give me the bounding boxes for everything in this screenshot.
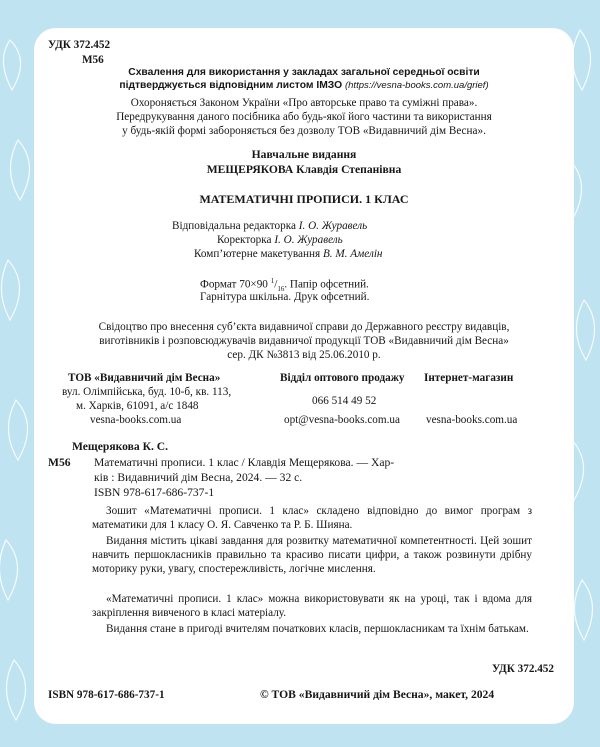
annotation-paragraph-2: Видання містить цікаві завдання для розвитку математичної компетентності. Цей зошит навчить першокласників правильно та красиво писати цифри, а також розвинути дрібну моторику руки, увагу, спостережливість, логічне мислення. [92,535,532,575]
shop-title: Інтернет-магазин [424,372,514,384]
imprint-page [34,28,574,724]
catalog-line-2: ків : Видавничий дім Весна, 2024. — 32 с. [94,471,303,484]
publisher-name: ТОВ «Видавничий дім Весна» [68,372,221,384]
publisher-address-1: вул. Олімпійська, буд. 10-б, кв. 113, [62,386,232,398]
catalog-code-top: М56 [82,54,104,66]
edition-type: Навчальне видання [251,148,357,161]
catalog-line-1: Математичні прописи. 1 клас / Клавдія Мещерякова. — Хар- [94,456,395,469]
approval-line-1: Схвалення для використання у закладах загальної середньої освіти [128,67,480,78]
credit-editor: Відповідальна редакторка І. О. Журавель [172,220,368,232]
annotation-paragraph-4: Видання стане в пригоді вчителям початкових класів, першокласникам та їхнім батькам. [106,623,529,635]
copyright-notice-1: Охороняється Законом України «Про авторське право та суміжні права». [130,97,478,109]
udk-bottom: УДК 372.452 [491,663,554,675]
shop-site[interactable]: vesna-books.com.ua [426,414,518,426]
annotation-paragraph-1: Зошит «Математичні прописи. 1 клас» складено відповідно до вимог програм з математики для 1 класу О. Я. Савченко та Р. Б. Шияна. [92,505,532,531]
certificate-line-1: Свідоцтво про внесення суб’єкта видавничої справи до Державного реєстру видавців, [98,321,510,333]
publisher-site[interactable]: vesna-books.com.ua [90,414,182,426]
copyright-bottom: © ТОВ «Видавничий дім Весна», макет, 2024 [260,688,495,701]
typeface-line: Гарнітура шкільна. Друк офсетний. [200,291,370,303]
catalog-code: М56 [48,456,71,469]
annotation-paragraph-3: «Математичні прописи. 1 клас» можна використовувати як на уроці, так і вдома для закріплення вивченого в класі матеріалу. [92,593,532,619]
udk-top: УДК 372.452 [48,39,111,51]
copyright-notice-3: у будь-якій формі забороняється без дозволу ТОВ «Видавничий дім Весна». [122,125,486,137]
approval-imzo-text: підтверджується відповідним листом ІМЗО [119,80,343,91]
catalog-isbn: ISBN 978-617-686-737-1 [94,486,215,499]
certificate-line-3: сер. ДК №3813 від 25.06.2010 р. [227,349,381,361]
format-line: Формат 70×90 $^1/_{16}$. Папір офсетний. [200,277,369,293]
author-full-name: МЕЩЕРЯКОВА Клавдія Степанівна [206,163,402,176]
book-title: МАТЕМАТИЧНІ ПРОПИСИ. 1 КЛАС [199,192,409,206]
credit-layout: Комп’ютерне макетування В. М. Амелін [194,248,383,260]
approval-line-2 [34,79,574,93]
certificate-line-2: виготівників і розповсюджувачів видавничої продукції ТОВ «Видавничий дім Весна» [99,335,509,347]
publisher-address-2: м. Харків, 61091, а/с 1848 [76,400,199,412]
wholesale-title: Відділ оптового продажу [280,372,405,384]
copyright-notice-2: Передрукування даного посібника або будь-якої його частини та використання [116,111,492,123]
wholesale-email[interactable]: opt@vesna-books.com.ua [284,414,400,426]
approval-link[interactable]: (https://vesna-books.com.ua/grief) [344,80,489,91]
wholesale-phone[interactable]: 066 514 49 52 [312,395,377,407]
credit-proofreader: Коректорка І. О. Журавель [217,234,343,246]
catalog-author: Мещерякова К. С. [72,440,169,453]
isbn-bottom: ISBN 978-617-686-737-1 [48,689,165,701]
